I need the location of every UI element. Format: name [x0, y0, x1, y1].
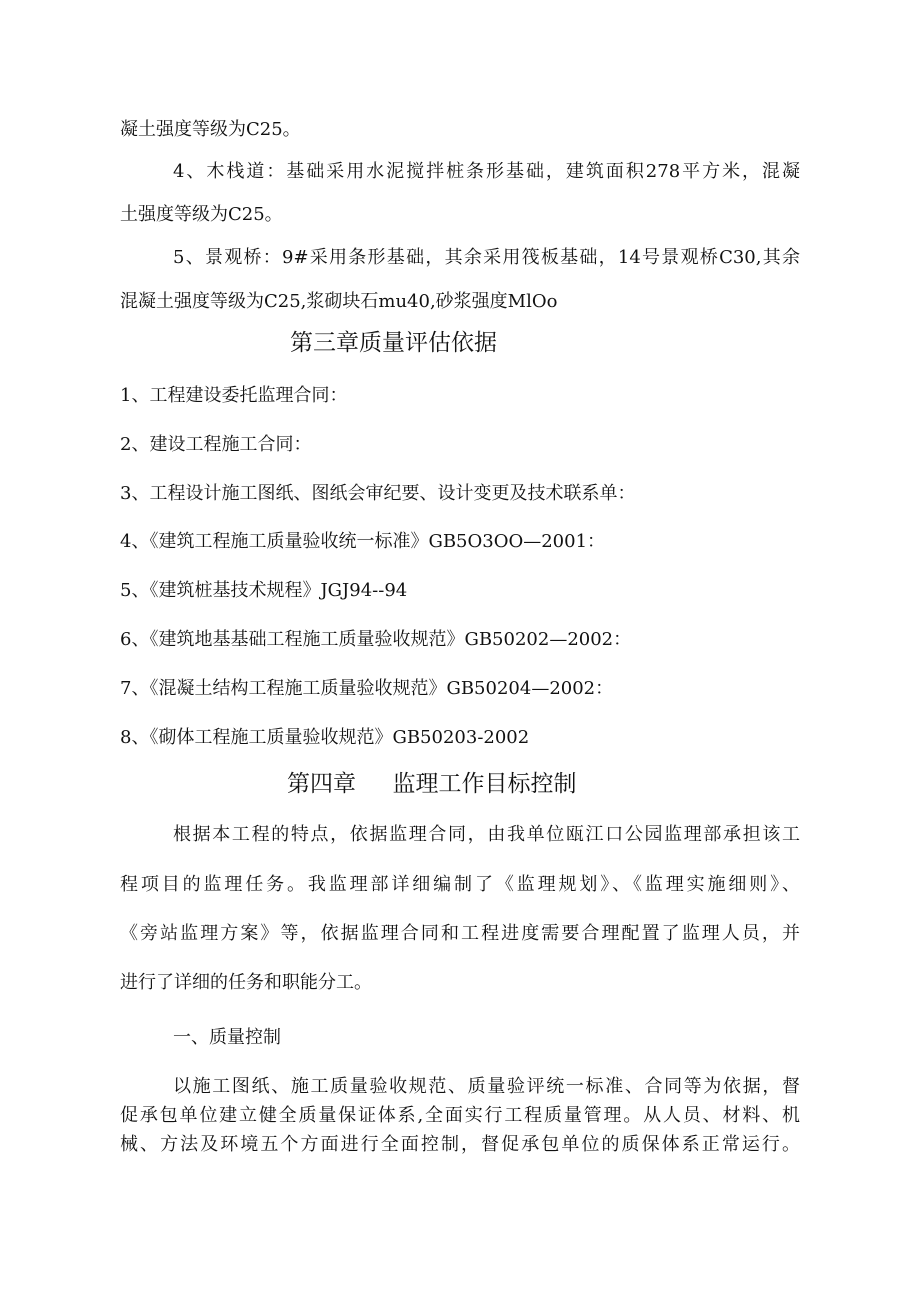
chapter-4-paragraph-line-1: 根据本工程的特点，依据监理合同，由我单位瓯江口公园监理部承担该工 — [173, 824, 800, 845]
item-4-line-2: 土强度等级为C25。 — [120, 204, 283, 225]
quality-paragraph-line-3: 械、方法及环境五个方面进行全面控制，督促承包单位的质保体系正常运行。 — [120, 1134, 800, 1155]
paragraph-continuation: 凝土强度等级为C25。 — [120, 119, 301, 140]
basis-item-2: 2、建设工程施工合同： — [120, 434, 312, 455]
section-quality-control-title: 一、质量控制 — [173, 1027, 281, 1048]
chapter-4-paragraph-line-3: 《旁站监理方案》等，依据监理合同和工程进度需要合理配置了监理人员，并 — [120, 923, 800, 944]
item-4-line-1: 4、木栈道：基础采用水泥搅拌桩条形基础，建筑面积278平方米，混凝 — [173, 161, 800, 182]
basis-item-1: 1、工程建设委托监理合同： — [120, 385, 348, 406]
chapter-4-paragraph-line-2: 程项目的监理任务。我监理部详细编制了《监理规划》、《监理实施细则》、 — [120, 874, 800, 895]
quality-paragraph-line-1: 以施工图纸、施工质量验收规范、质量验评统一标准、合同等为依据，督 — [173, 1076, 800, 1097]
chapter-4-paragraph-line-4: 进行了详细的任务和职能分工。 — [120, 972, 372, 993]
basis-item-4: 4、《建筑工程施工质量验收统一标准》GB5O3OO—2001： — [120, 531, 606, 552]
basis-item-5: 5、《建筑桩基技术规程》JGJ94--94 — [120, 580, 408, 601]
item-5-line-1: 5、景观桥：9#采用条形基础，其余采用筏板基础，14号景观桥C30,其余 — [173, 247, 800, 268]
item-5-line-2: 混凝土强度等级为C25,浆砌块石mu40,砂浆强度MlOo — [120, 291, 558, 312]
basis-item-7: 7、《混凝土结构工程施工质量验收规范》GB50204—2002： — [120, 678, 614, 699]
quality-paragraph-line-2: 促承包单位建立健全质量保证体系,全面实行工程质量管理。从人员、材料、机 — [120, 1105, 800, 1126]
basis-item-6: 6、《建筑地基基础工程施工质量验收规范》GB50202—2002： — [120, 629, 632, 650]
chapter-3-title: 第三章质量评估依据 — [290, 330, 497, 356]
basis-item-8: 8、《砌体工程施工质量验收规范》GB50203-2002 — [120, 727, 530, 748]
basis-item-3: 3、工程设计施工图纸、图纸会审纪要、设计变更及技术联系单： — [120, 483, 636, 504]
chapter-4-title: 第四章 监理工作目标控制 — [287, 771, 577, 797]
